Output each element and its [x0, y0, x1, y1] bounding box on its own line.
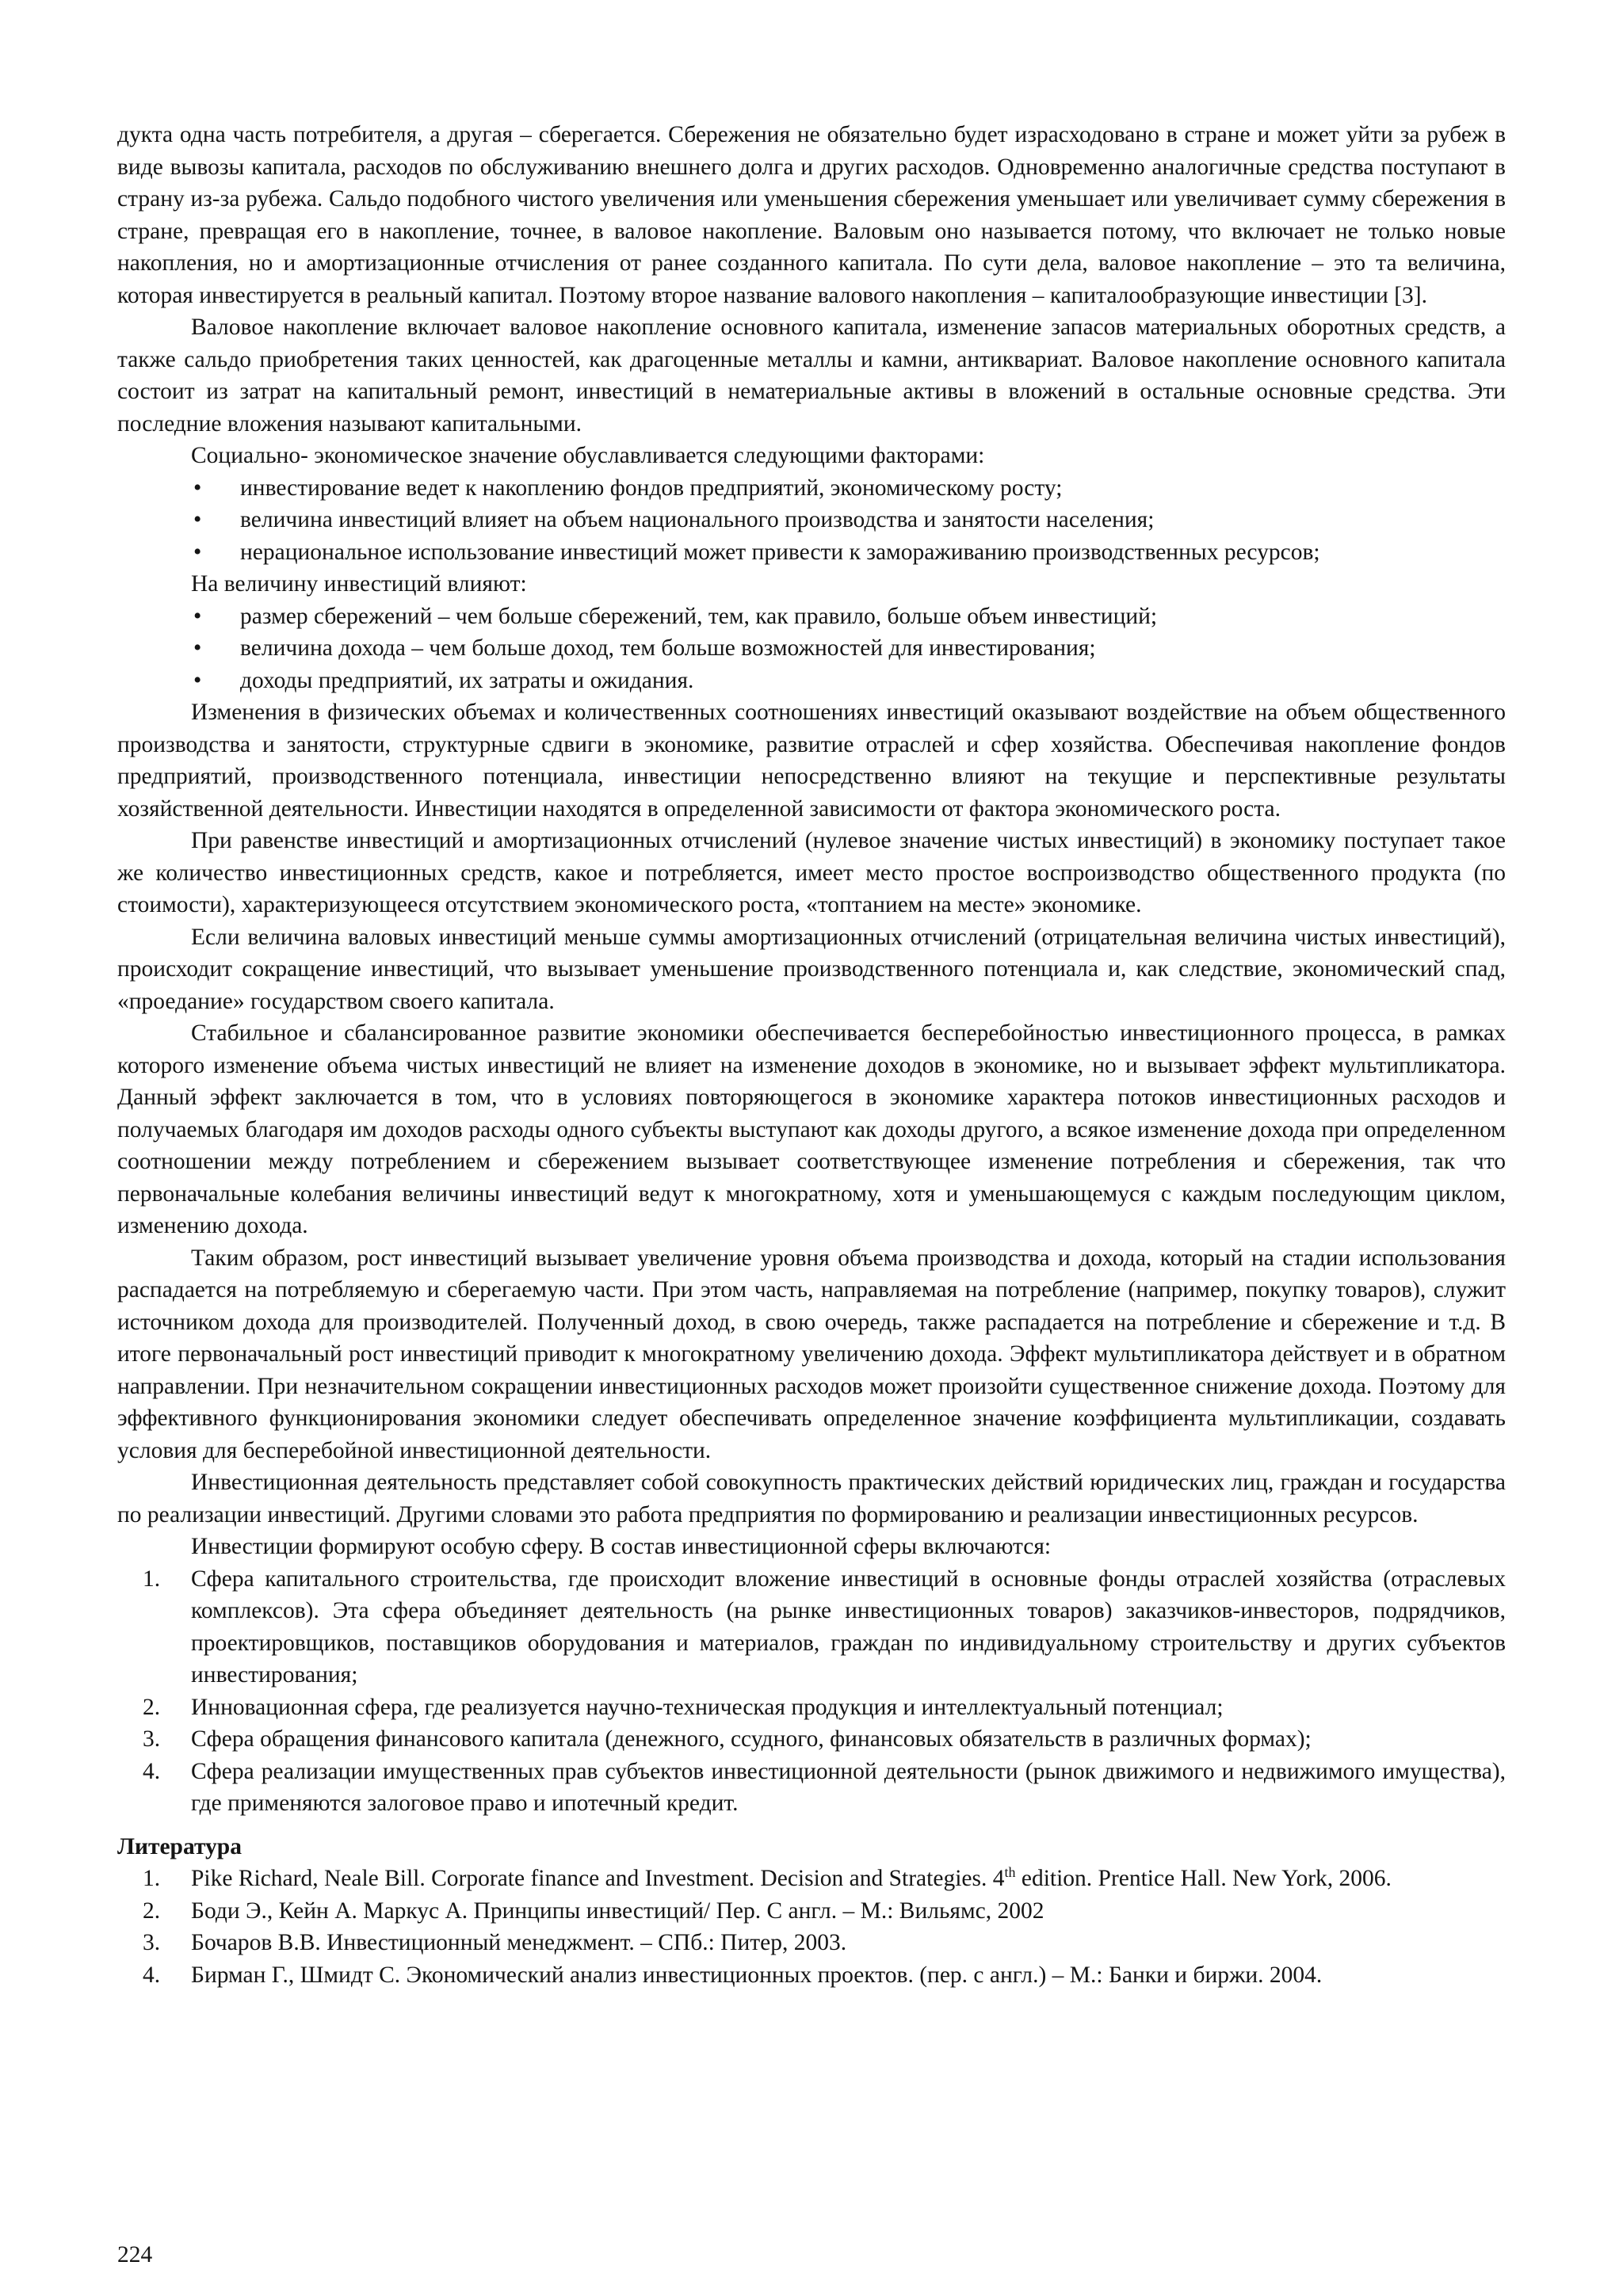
list-item: [117, 1691, 1506, 1724]
factors-list: [117, 472, 1506, 569]
list-number: 3.: [143, 1930, 161, 1955]
bullet-marker: •: [193, 667, 202, 693]
list-item: [117, 472, 1506, 505]
list-number: 4.: [143, 1962, 161, 1988]
list-item: [117, 632, 1506, 665]
list-item: [117, 1723, 1506, 1756]
bullet-marker: •: [193, 507, 202, 532]
list-item-text: величина дохода – чем больше доход, тем больше возможностей для инвестирования;: [240, 635, 1096, 661]
list-item-text: нерациональное использование инвестиций может привести к замораживанию производственных ресурсов;: [240, 539, 1320, 565]
list-item-text: величина инвестиций влияет на объем национального производства и занятости населения;: [240, 507, 1155, 532]
list-item-text: Сфера обращения финансового капитала (денежного, ссудного, финансовых обязательств в различных формах);: [191, 1726, 1312, 1752]
list-item-text: доходы предприятий, их затраты и ожидания.: [240, 667, 694, 693]
bullet-marker: •: [193, 603, 202, 629]
reference-text: Боди Э., Кейн А. Маркус А. Принципы инвестиций/ Пер. С англ. – М.: Вильямс, 2002: [191, 1897, 1044, 1924]
paragraph: Инвестиционная деятельность представляет собой совокупность практических действий юридических лиц, граждан и государства по реализации инвестиций. Другими словами это работа предприятия по формированию и реализации инвестиционных ресурсов.: [117, 1470, 1506, 1527]
list-item: [117, 504, 1506, 536]
reference-item: [117, 1959, 1506, 1992]
list-number: 4.: [143, 1758, 161, 1784]
list-number: 3.: [143, 1726, 161, 1752]
bullet-marker: •: [193, 475, 202, 501]
list-item: [117, 601, 1506, 633]
paragraph: На величину инвестиций влияют:: [191, 571, 527, 597]
reference-text: Бирман Г., Шмидт С. Экономический анализ инвестиционных проектов. (пер. с англ.) – М.: Банки и биржи. 2004.: [191, 1962, 1323, 1988]
sphere-list: [117, 1563, 1506, 1820]
paragraph: Если величина валовых инвестиций меньше суммы амортизационных отчислений (отрицательная величина чистых инвестиций), происходит сокращение инвестиций, что вызывает уменьшение производственного потенциала и, как следствие, экономический спад, «проедание» государством своего капитала.: [117, 924, 1506, 1014]
list-number: 1.: [143, 1866, 161, 1891]
paragraph: Изменения в физических объемах и количественных соотношениях инвестиций оказывают воздействие на объем общественного производства и занятости, структурные сдвиги в экономике, развитие отраслей и сфер хозяйства. Обеспечивая накопление фондов предприятий, производственного потенциала, инвестиции непосредственно влияют на текущие и перспективные результаты хозяйственной деятельности. Инвестиции находятся в определенной зависимости от фактора экономического роста.: [117, 700, 1506, 822]
paragraph: Социально- экономическое значение обуславливается следующими факторами:: [191, 443, 985, 468]
list-number: 1.: [143, 1566, 161, 1592]
list-number: 2.: [143, 1897, 161, 1924]
paragraph: дукта одна часть потребителя, а другая – сберегается. Сбережения не обязательно будет израсходовано в стране и может уйти за рубеж в виде вывозы капитала, расходов по обслуживанию внешнего долга и других расходов. Одновременно аналогичные средства поступают в страну из-за рубежа. Сальдо подобного чистого увеличения или уменьшения сбережения уменьшает или увеличивает сумму сбережения в стране, превращая его в накопление, точнее, в валовое накопление. Валовым оно называется потому, что включает не только новые накопления, но и амортизационные отчисления от ранее созданного капитала. По сути дела, валовое накопление – это та величина, которая инвестируется в реальный капитал. Поэтому второе название валового накопления – капиталообразующие инвестиции [3].: [117, 122, 1506, 308]
list-item-text: размер сбережений – чем больше сбережений, тем, как правило, больше объем инвестиций;: [240, 603, 1158, 629]
paragraph: Стабильное и сбалансированное развитие экономики обеспечивается бесперебойностью инвестиционного процесса, в рамках которого изменение объема чистых инвестиций не влияет на изменение доходов в экономике, но и вызывает эффект мультипликатора. Данный эффект заключается в том, что в условиях повторяющегося в экономике характера потоков инвестиционных расходов и получаемых благодаря им доходов расходы одного субъекты выступают как доходы другого, а всякое изменение дохода при определенном соотношении между потреблением и сбережением вызывает соответствующее изменение потребления и сбережения, так что первоначальные колебания величины инвестиций ведут к многократному, хотя и уменьшающемуся с каждым последующим циклом, изменению дохода.: [117, 1020, 1506, 1238]
reference-text: Pike Richard, Neale Bill. Corporate finance and Investment. Decision and Strategies. 4: [191, 1866, 1005, 1891]
reference-item: [117, 1863, 1506, 1895]
influence-list: [117, 601, 1506, 697]
list-number: 2.: [143, 1694, 161, 1720]
list-item-text: инвестирование ведет к накоплению фондов предприятий, экономическому росту;: [240, 475, 1063, 501]
bullet-marker: •: [193, 635, 202, 661]
page-number: 224: [117, 2242, 153, 2267]
reference-item: [117, 1895, 1506, 1928]
paragraph: Инвестиции формируют особую сферу. В состав инвестиционной сферы включаются:: [191, 1534, 1052, 1559]
list-item: [117, 1756, 1506, 1820]
superscript: th: [1004, 1864, 1016, 1881]
reference-text: Бочаров В.В. Инвестиционный менеджмент. – СПб.: Питер, 2003.: [191, 1930, 847, 1955]
list-item: [117, 1563, 1506, 1691]
list-item: [117, 536, 1506, 569]
paragraph: Таким образом, рост инвестиций вызывает увеличение уровня объема производства и дохода, который на стадии использования распадается на потребляемую и сберегаемую части. При этом часть, направляемая на потребление (например, покупку товаров), служит источником дохода для производителей. Полученный доход, в свою очередь, также распадается на потребление и сбережение и т.д. В итоге первоначальный рост инвестиций приводит к многократному увеличению дохода. Эффект мультипликатора действует и в обратном направлении. При незначительном сокращении инвестиционных расходов может произойти существенное снижение дохода. Поэтому для эффективного функционирования экономики следует обеспечивать определенное значение коэффициента мультипликации, создавать условия для бесперебойной инвестиционной деятельности.: [117, 1245, 1506, 1463]
paragraph: Валовое накопление включает валовое накопление основного капитала, изменение запасов материальных оборотных средств, а также сальдо приобретения таких ценностей, как драгоценные металлы и камни, антиквариат. Валовое накопление основного капитала состоит из затрат на капитальный ремонт, инвестиций в нематериальные активы в вложений в остальные основные средства. Эти последние вложения называют капитальными.: [117, 315, 1506, 437]
references-list: [117, 1863, 1506, 1991]
paragraph: При равенстве инвестиций и амортизационных отчислений (нулевое значение чистых инвестиций) в экономику поступает такое же количество инвестиционных средств, какое и потребляется, имеет место простое воспроизводство общественного продукта (по стоимости), характеризующееся отсутствием экономического роста, «топтанием на месте» экономике.: [117, 828, 1506, 917]
reference-item: [117, 1927, 1506, 1959]
list-item: [117, 665, 1506, 697]
list-item-text: Инновационная сфера, где реализуется научно-техническая продукция и интеллектуальный потенциал;: [191, 1694, 1224, 1720]
bullet-marker: •: [193, 539, 202, 565]
body-text: [117, 119, 1506, 1991]
reference-text: edition. Prentice Hall. New York, 2006.: [1015, 1866, 1392, 1891]
references-heading: Литература: [117, 1833, 242, 1859]
list-item-text: Сфера реализации имущественных прав субъектов инвестиционной деятельности (рынок движимого и недвижимого имущества), где применяются залоговое право и ипотечный кредит.: [191, 1758, 1506, 1816]
list-item-text: Сфера капитального строительства, где происходит вложение инвестиций в основные фонды отраслей хозяйства (отраслевых комплексов). Эта сфера объединяет деятельность (на рынке инвестиционных товаров) заказчиков-инвесторов, подрядчиков, проектировщиков, поставщиков оборудования и материалов, граждан по индивидуальному строительству и других субъектов инвестирования;: [191, 1566, 1506, 1688]
